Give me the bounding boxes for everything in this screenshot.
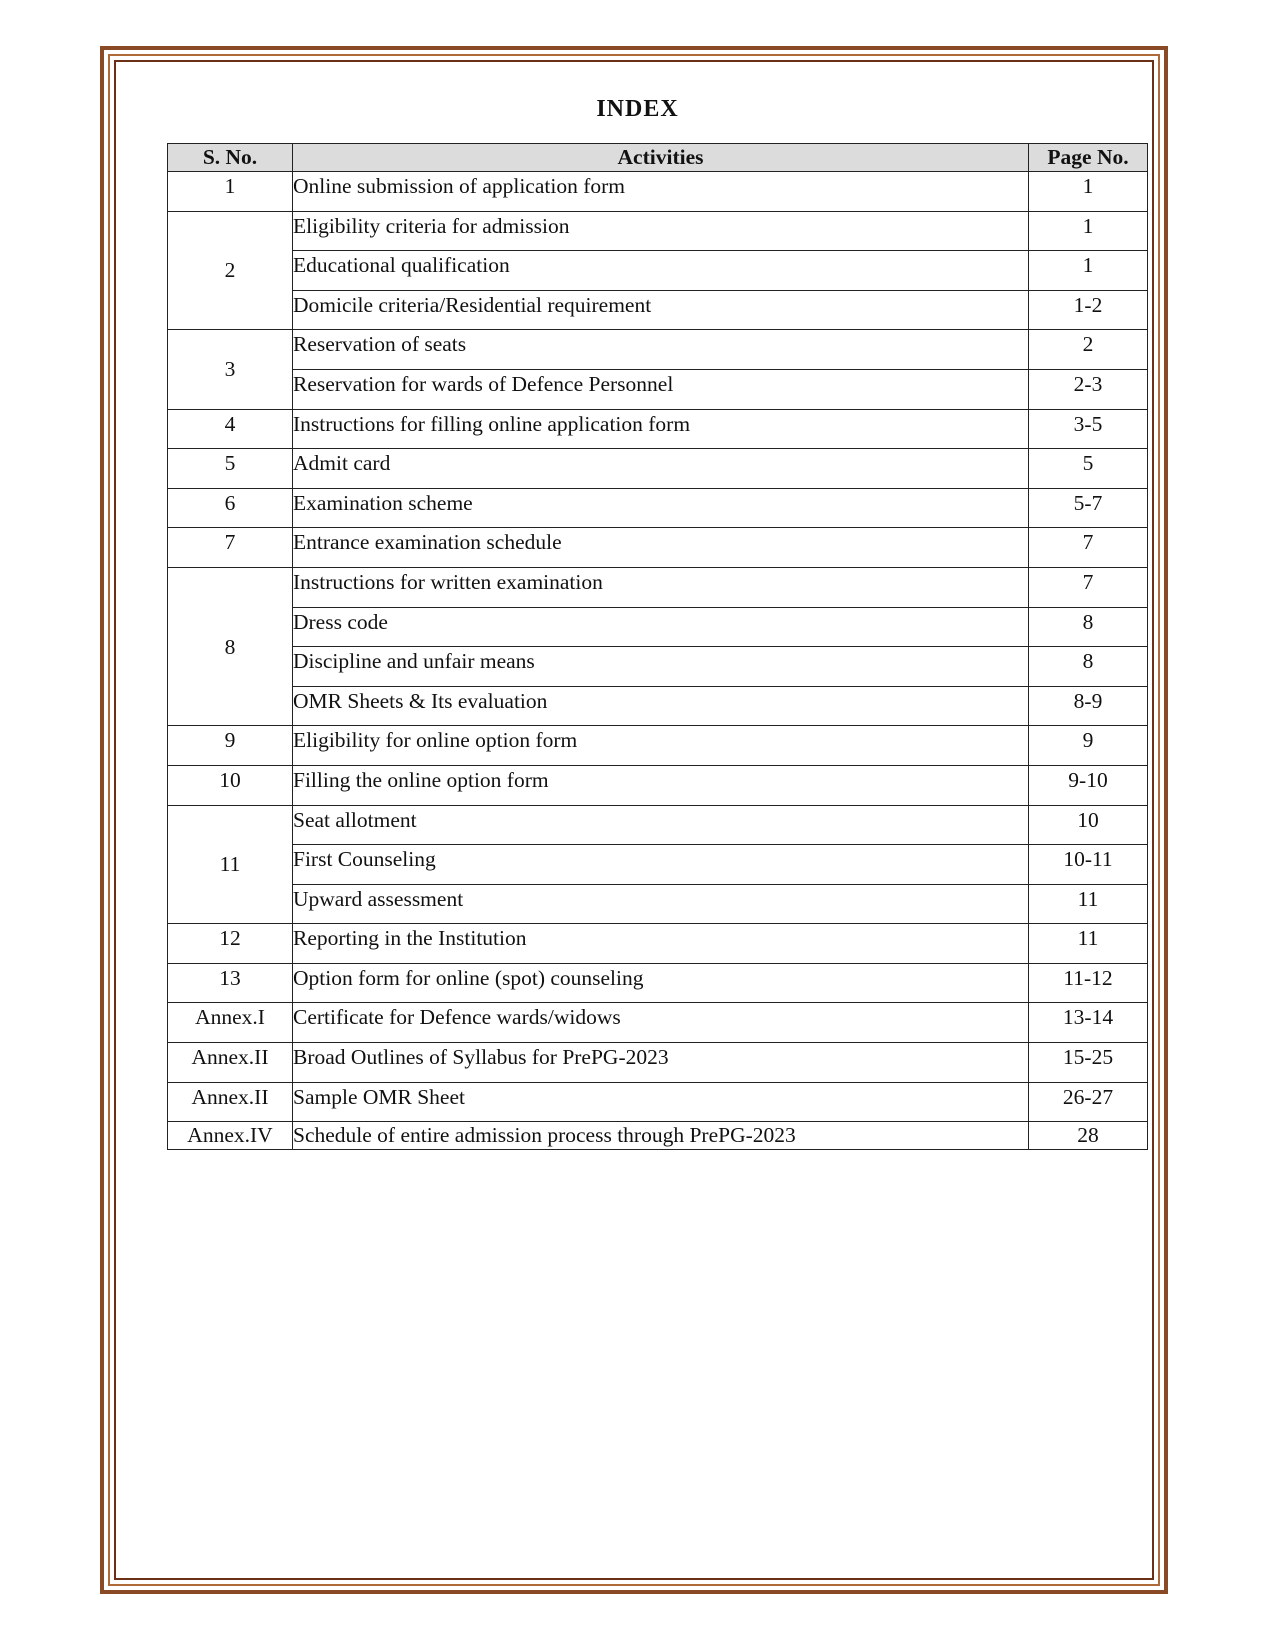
page-number-cell: 2 bbox=[1029, 330, 1148, 370]
table-row bbox=[168, 884, 1148, 924]
serial-number-cell: 5 bbox=[168, 449, 293, 489]
page-number-cell: 15-25 bbox=[1029, 1043, 1148, 1083]
activity-cell: Option form for online (spot) counseling bbox=[293, 963, 1029, 1003]
page-number-cell: 5-7 bbox=[1029, 488, 1148, 528]
table-row bbox=[168, 924, 1148, 964]
page-number-cell: 9 bbox=[1029, 726, 1148, 766]
page-number-cell: 11 bbox=[1029, 884, 1148, 924]
table-row bbox=[168, 845, 1148, 885]
serial-number-cell: 7 bbox=[168, 528, 293, 568]
table-row bbox=[168, 1082, 1148, 1122]
activity-cell: Instructions for written examination bbox=[293, 567, 1029, 607]
activity-cell: Admit card bbox=[293, 449, 1029, 489]
header-activities: Activities bbox=[293, 144, 1029, 172]
page-number-cell: 9-10 bbox=[1029, 765, 1148, 805]
page-number-cell: 26-27 bbox=[1029, 1082, 1148, 1122]
activity-cell: Reservation for wards of Defence Personnel bbox=[293, 369, 1029, 409]
page-number-cell: 1 bbox=[1029, 211, 1148, 251]
serial-number-cell: 9 bbox=[168, 726, 293, 766]
page-title: INDEX bbox=[596, 96, 679, 122]
activity-cell: Seat allotment bbox=[293, 805, 1029, 845]
page-number-cell: 5 bbox=[1029, 449, 1148, 489]
header-page: Page No. bbox=[1029, 144, 1148, 172]
table-row bbox=[168, 449, 1148, 489]
serial-number-cell: 12 bbox=[168, 924, 293, 964]
serial-number-cell: 8 bbox=[168, 567, 293, 725]
table-row bbox=[168, 765, 1148, 805]
table-header-row bbox=[168, 144, 1148, 172]
table-row bbox=[168, 805, 1148, 845]
page-number-cell: 11-12 bbox=[1029, 963, 1148, 1003]
page-number-cell: 28 bbox=[1029, 1122, 1148, 1150]
page-number-cell: 3-5 bbox=[1029, 409, 1148, 449]
table-row bbox=[168, 726, 1148, 766]
table-row bbox=[168, 1122, 1148, 1150]
table-row bbox=[168, 409, 1148, 449]
table-row bbox=[168, 172, 1148, 212]
serial-number-cell: Annex.IV bbox=[168, 1122, 293, 1150]
activity-cell: Eligibility for online option form bbox=[293, 726, 1029, 766]
table-row bbox=[168, 1003, 1148, 1043]
serial-number-cell: 13 bbox=[168, 963, 293, 1003]
serial-number-cell: 6 bbox=[168, 488, 293, 528]
table-row bbox=[168, 686, 1148, 726]
activity-cell: Instructions for filling online application form bbox=[293, 409, 1029, 449]
activity-cell: Entrance examination schedule bbox=[293, 528, 1029, 568]
activity-cell: Dress code bbox=[293, 607, 1029, 647]
index-table bbox=[167, 143, 1148, 1150]
table-row bbox=[168, 647, 1148, 687]
table-row bbox=[168, 211, 1148, 251]
activity-cell: Certificate for Defence wards/widows bbox=[293, 1003, 1029, 1043]
activity-cell: Online submission of application form bbox=[293, 172, 1029, 212]
table-row bbox=[168, 330, 1148, 370]
page-number-cell: 1 bbox=[1029, 172, 1148, 212]
page-number-cell: 2-3 bbox=[1029, 369, 1148, 409]
table-row bbox=[168, 1043, 1148, 1083]
activity-cell: Broad Outlines of Syllabus for PrePG-2023 bbox=[293, 1043, 1029, 1083]
table-row bbox=[168, 528, 1148, 568]
serial-number-cell: 1 bbox=[168, 172, 293, 212]
serial-number-cell: 10 bbox=[168, 765, 293, 805]
activity-cell: OMR Sheets & Its evaluation bbox=[293, 686, 1029, 726]
page-number-cell: 13-14 bbox=[1029, 1003, 1148, 1043]
page-number-cell: 8 bbox=[1029, 607, 1148, 647]
page-number-cell: 8 bbox=[1029, 647, 1148, 687]
table-row bbox=[168, 290, 1148, 330]
table-row bbox=[168, 251, 1148, 291]
activity-cell: Domicile criteria/Residential requirement bbox=[293, 290, 1029, 330]
activity-cell: Filling the online option form bbox=[293, 765, 1029, 805]
table-row bbox=[168, 607, 1148, 647]
serial-number-cell: 4 bbox=[168, 409, 293, 449]
activity-cell: Reporting in the Institution bbox=[293, 924, 1029, 964]
page-number-cell: 10-11 bbox=[1029, 845, 1148, 885]
activity-cell: Examination scheme bbox=[293, 488, 1029, 528]
index-table-body bbox=[168, 172, 1148, 1150]
table-row bbox=[168, 963, 1148, 1003]
serial-number-cell: Annex.I bbox=[168, 1003, 293, 1043]
serial-number-cell: 3 bbox=[168, 330, 293, 409]
page-number-cell: 7 bbox=[1029, 528, 1148, 568]
page-number-cell: 8-9 bbox=[1029, 686, 1148, 726]
activity-cell: Educational qualification bbox=[293, 251, 1029, 291]
activity-cell: Schedule of entire admission process through PrePG-2023 bbox=[293, 1122, 1029, 1150]
activity-cell: Reservation of seats bbox=[293, 330, 1029, 370]
serial-number-cell: Annex.II bbox=[168, 1043, 293, 1083]
serial-number-cell: Annex.II bbox=[168, 1082, 293, 1122]
serial-number-cell: 11 bbox=[168, 805, 293, 924]
activity-cell: Eligibility criteria for admission bbox=[293, 211, 1029, 251]
serial-number-cell: 2 bbox=[168, 211, 293, 330]
activity-cell: Upward assessment bbox=[293, 884, 1029, 924]
table-row bbox=[168, 567, 1148, 607]
table-row bbox=[168, 488, 1148, 528]
activity-cell: Sample OMR Sheet bbox=[293, 1082, 1029, 1122]
header-sno: S. No. bbox=[168, 144, 293, 172]
page-number-cell: 1-2 bbox=[1029, 290, 1148, 330]
activity-cell: First Counseling bbox=[293, 845, 1029, 885]
page-number-cell: 7 bbox=[1029, 567, 1148, 607]
table-row bbox=[168, 369, 1148, 409]
page-number-cell: 11 bbox=[1029, 924, 1148, 964]
activity-cell: Discipline and unfair means bbox=[293, 647, 1029, 687]
page-number-cell: 1 bbox=[1029, 251, 1148, 291]
page-number-cell: 10 bbox=[1029, 805, 1148, 845]
